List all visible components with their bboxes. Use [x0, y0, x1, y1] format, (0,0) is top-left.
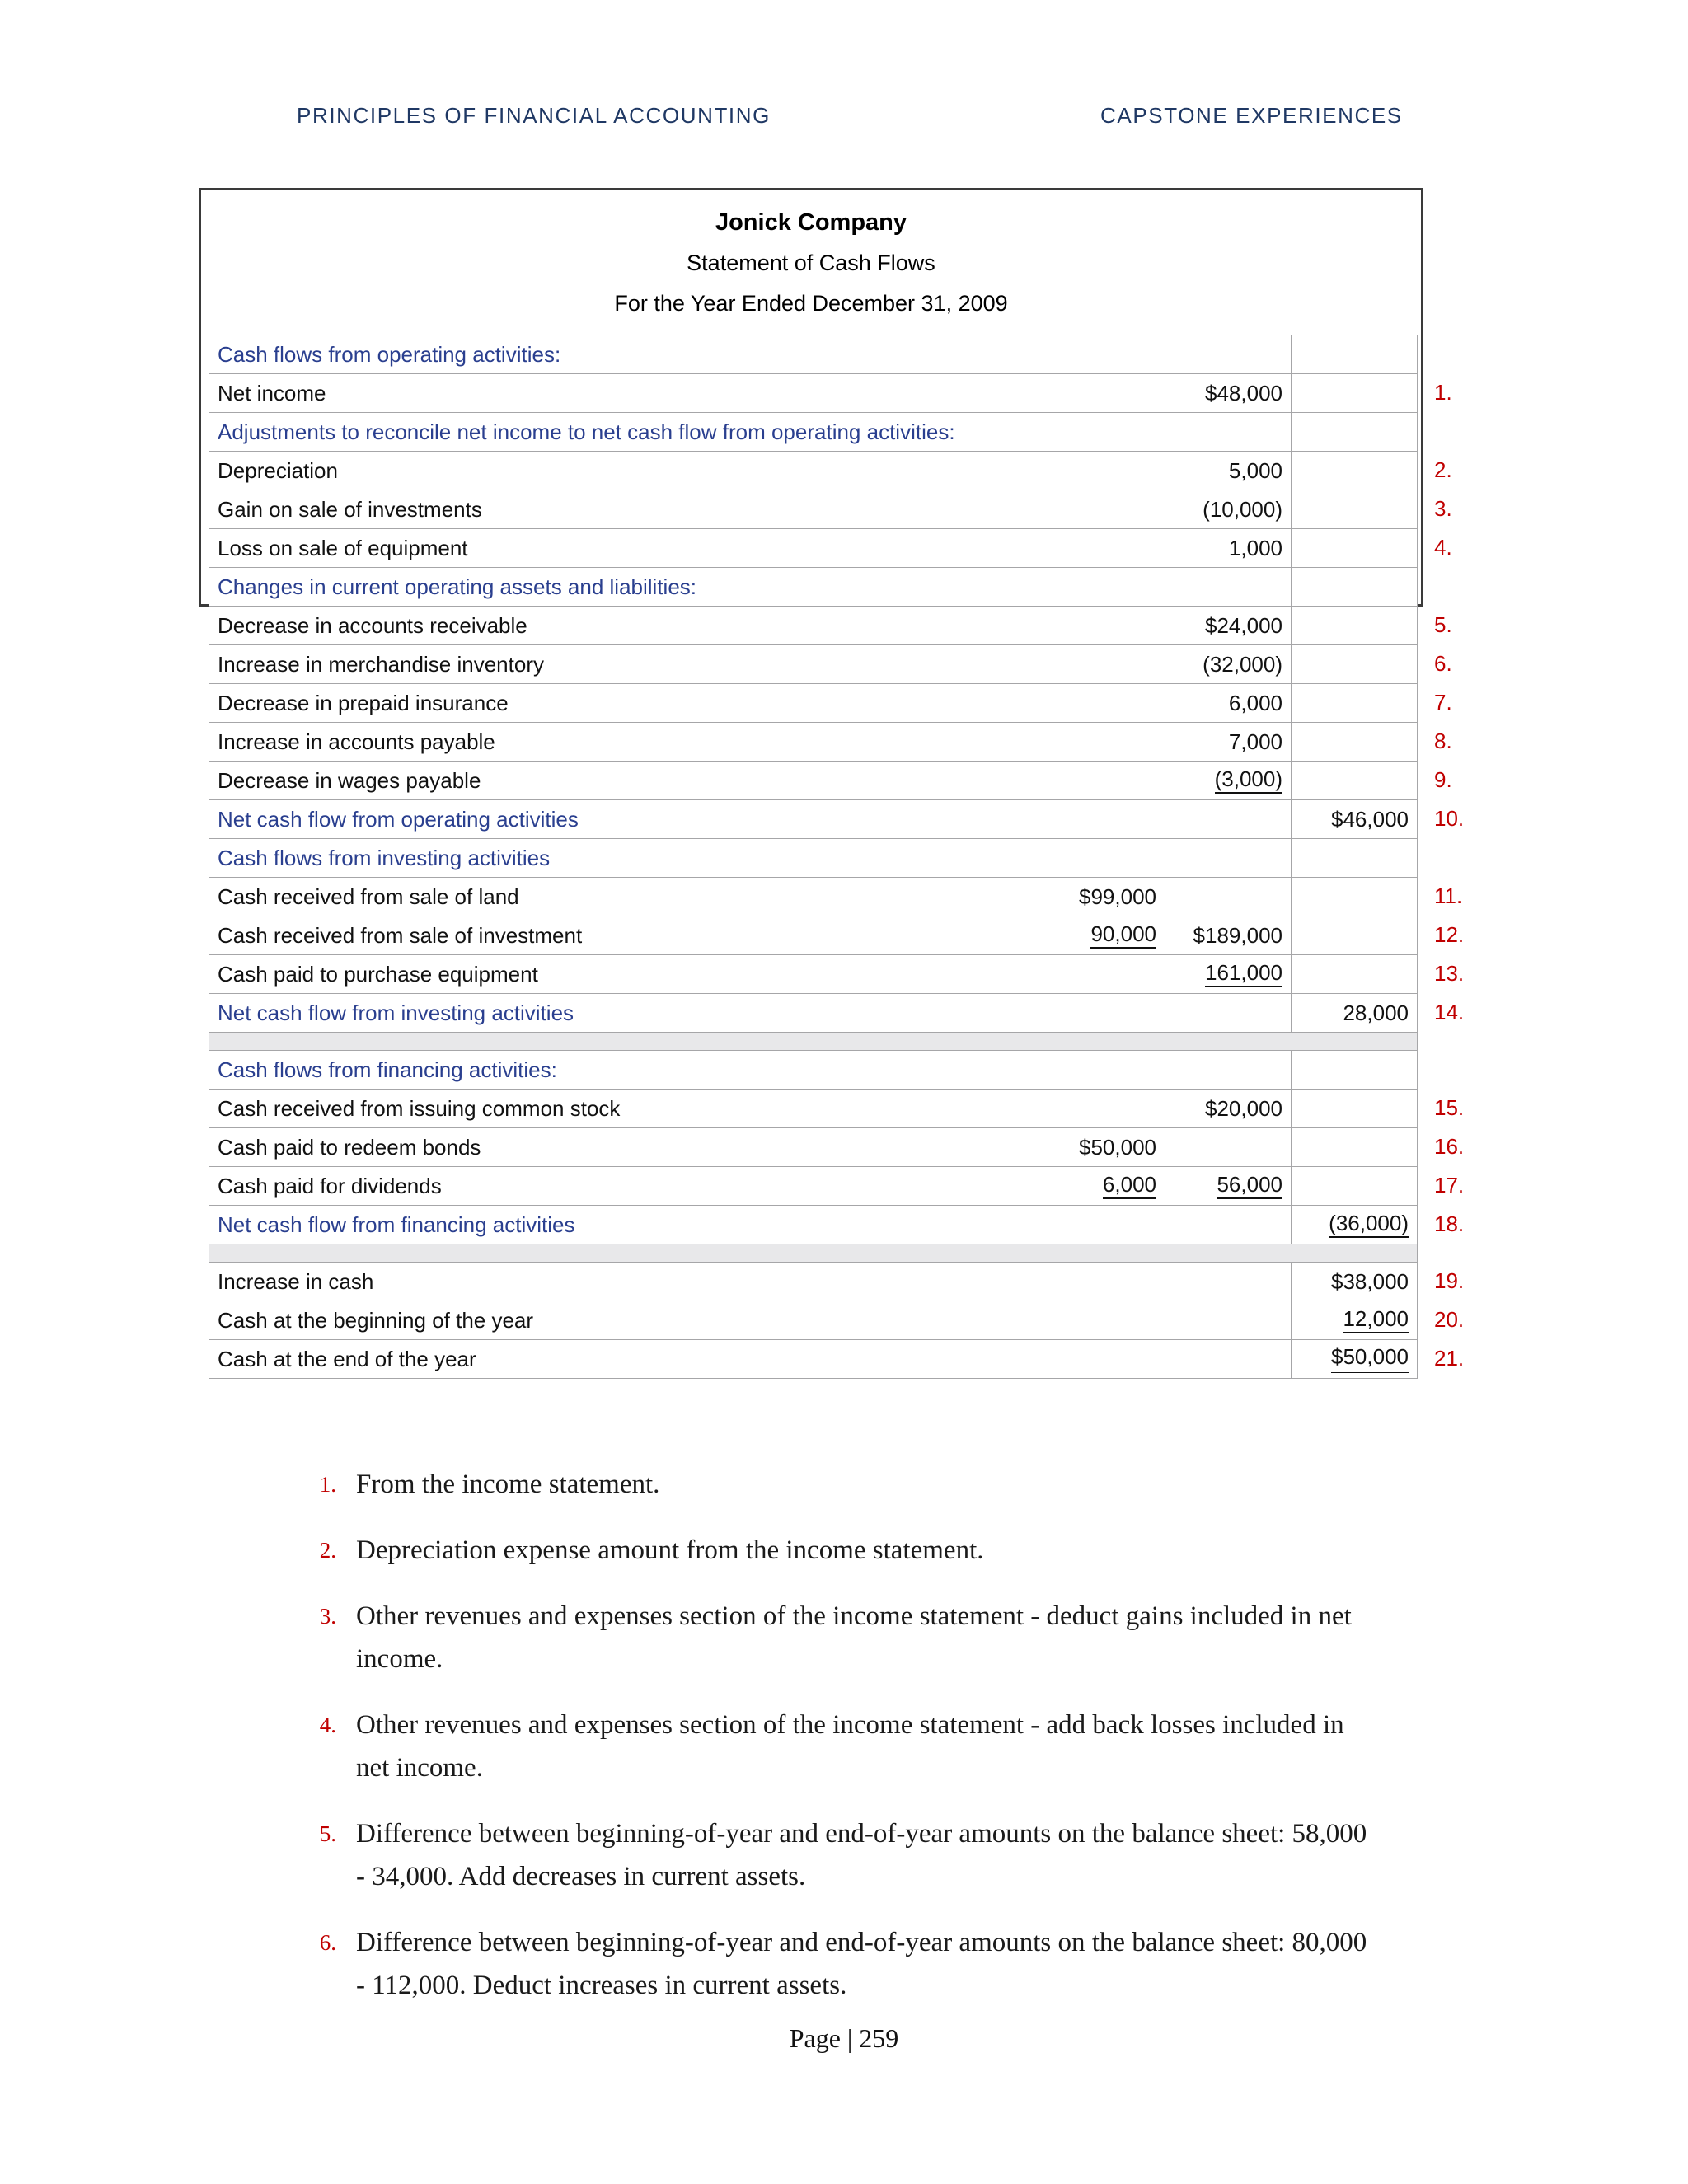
reference-number-empty	[1434, 1050, 1533, 1089]
row-value-col2	[1165, 1051, 1292, 1090]
reference-number: 1.	[1434, 380, 1452, 405]
row-label: Cash received from sale of investment	[209, 916, 1039, 955]
row-label: Increase in cash	[209, 1263, 1039, 1301]
row-value-col1	[1039, 645, 1165, 684]
row-value-col2: (10,000)	[1165, 490, 1292, 529]
reference-number	[1434, 1032, 1533, 1050]
reference-number: 9.	[1434, 767, 1452, 792]
row-value-col2: 6,000	[1165, 684, 1292, 723]
reference-number: 17.	[1434, 1173, 1465, 1197]
row-value-col3	[1292, 645, 1418, 684]
reference-number: 21.	[1434, 1346, 1465, 1371]
table-row	[209, 645, 1418, 684]
spacer-cell	[209, 1033, 1418, 1051]
table-spacer-row	[209, 1033, 1418, 1051]
row-value-col2: (32,000)	[1165, 645, 1292, 684]
reference-number: 16.	[1434, 1134, 1465, 1159]
row-value-col2	[1165, 994, 1292, 1033]
row-value-col2	[1165, 1263, 1292, 1301]
row-value-col3	[1292, 1128, 1418, 1167]
note-number: 4.	[319, 1713, 336, 1737]
running-head-left: PRINCIPLES OF FINANCIAL ACCOUNTING	[297, 103, 771, 128]
row-label: Increase in accounts payable	[209, 723, 1039, 762]
row-label: Net cash flow from investing activities	[209, 994, 1039, 1033]
note-text: From the income statement.	[356, 1469, 660, 1499]
reference-number-empty	[1434, 838, 1533, 877]
company-name: Jonick Company	[715, 209, 907, 236]
table-spacer-row	[209, 1244, 1418, 1263]
row-value-col1	[1039, 762, 1165, 800]
row-value-col2: 161,000	[1165, 955, 1292, 994]
note-text: Other revenues and expenses section of the income statement - deduct gains included in net income.	[356, 1601, 1352, 1674]
row-value-col3: $46,000	[1292, 800, 1418, 839]
row-label: Decrease in accounts receivable	[209, 607, 1039, 645]
row-value-col1	[1039, 335, 1165, 374]
table-row	[209, 413, 1418, 452]
row-value-col2: 7,000	[1165, 723, 1292, 762]
row-label: Cash flows from financing activities:	[209, 1051, 1039, 1090]
reference-number: 7.	[1434, 690, 1452, 715]
table-row	[209, 1340, 1418, 1379]
row-label: Cash at the end of the year	[209, 1340, 1039, 1379]
row-value-col1	[1039, 452, 1165, 490]
row-value-col1: $50,000	[1039, 1128, 1165, 1167]
row-value-col2	[1165, 878, 1292, 916]
note-number: 1.	[319, 1472, 336, 1497]
table-row	[209, 452, 1418, 490]
row-value-col1	[1039, 413, 1165, 452]
reference-number-empty	[1434, 567, 1533, 606]
table-row	[209, 568, 1418, 607]
table-row	[209, 1090, 1418, 1128]
row-value-col2	[1165, 1301, 1292, 1340]
row-value-col1	[1039, 1263, 1165, 1301]
statement-title: Statement of Cash Flows	[687, 251, 935, 275]
reference-number-empty	[1434, 335, 1533, 373]
row-value-col3	[1292, 413, 1418, 452]
note-text: Difference between beginning-of-year and end-of-year amounts on the balance sheet: 58,000 - 34,000. Add decreases in current assets.	[356, 1819, 1367, 1891]
running-head	[0, 103, 1688, 136]
row-value-col1: 90,000	[1039, 916, 1165, 955]
table-row	[209, 762, 1418, 800]
row-label: Decrease in prepaid insurance	[209, 684, 1039, 723]
reference-number: 4.	[1434, 535, 1452, 560]
table-row	[209, 723, 1418, 762]
reference-number-empty	[1434, 412, 1533, 451]
row-label: Net cash flow from operating activities	[209, 800, 1039, 839]
table-row	[209, 994, 1418, 1033]
note-item	[290, 1812, 1378, 1898]
row-label: Changes in current operating assets and liabilities:	[209, 568, 1039, 607]
reference-number: 2.	[1434, 457, 1452, 482]
row-value-col1	[1039, 490, 1165, 529]
spacer-cell	[209, 1244, 1418, 1263]
running-head-right: CAPSTONE EXPERIENCES	[1100, 103, 1403, 128]
row-value-col3	[1292, 529, 1418, 568]
note-text: Other revenues and expenses section of the income statement - add back losses included in net income.	[356, 1710, 1344, 1783]
table-row	[209, 955, 1418, 994]
row-value-col1: $99,000	[1039, 878, 1165, 916]
row-value-col2: 56,000	[1165, 1167, 1292, 1206]
row-value-col2: $48,000	[1165, 374, 1292, 413]
row-label: Net cash flow from financing activities	[209, 1206, 1039, 1244]
row-label: Depreciation	[209, 452, 1039, 490]
row-value-col3	[1292, 1051, 1418, 1090]
row-value-col2	[1165, 413, 1292, 452]
row-value-col2: 5,000	[1165, 452, 1292, 490]
row-value-col3: $38,000	[1292, 1263, 1418, 1301]
table-row	[209, 800, 1418, 839]
row-value-col1	[1039, 1206, 1165, 1244]
note-number: 3.	[319, 1604, 336, 1629]
reference-number: 8.	[1434, 729, 1452, 753]
row-value-col2: $24,000	[1165, 607, 1292, 645]
reference-number: 11.	[1434, 883, 1463, 908]
row-value-col1: 6,000	[1039, 1167, 1165, 1206]
row-value-col3	[1292, 490, 1418, 529]
table-row	[209, 335, 1418, 374]
row-value-col1	[1039, 1051, 1165, 1090]
note-item	[290, 1704, 1378, 1789]
row-value-col1	[1039, 800, 1165, 839]
note-text: Depreciation expense amount from the income statement.	[356, 1535, 984, 1565]
row-value-col2: (3,000)	[1165, 762, 1292, 800]
table-row	[209, 607, 1418, 645]
row-value-col3	[1292, 568, 1418, 607]
row-label: Increase in merchandise inventory	[209, 645, 1039, 684]
reference-number: 10.	[1434, 806, 1465, 831]
row-value-col2: $20,000	[1165, 1090, 1292, 1128]
row-value-col3: 12,000	[1292, 1301, 1418, 1340]
row-value-col3	[1292, 955, 1418, 994]
row-value-col3: (36,000)	[1292, 1206, 1418, 1244]
note-item	[290, 1529, 1378, 1572]
table-row	[209, 1301, 1418, 1340]
row-value-col3	[1292, 762, 1418, 800]
table-row	[209, 916, 1418, 955]
cash-flow-table	[209, 335, 1418, 1379]
row-value-col3	[1292, 916, 1418, 955]
row-value-col3	[1292, 1167, 1418, 1206]
row-value-col1	[1039, 607, 1165, 645]
row-value-col3	[1292, 374, 1418, 413]
row-value-col1	[1039, 839, 1165, 878]
row-label: Cash received from sale of land	[209, 878, 1039, 916]
row-value-col2: $189,000	[1165, 916, 1292, 955]
reference-number: 13.	[1434, 961, 1465, 986]
note-item	[290, 1921, 1378, 2007]
table-row	[209, 684, 1418, 723]
row-label: Cash paid to redeem bonds	[209, 1128, 1039, 1167]
row-label: Loss on sale of equipment	[209, 529, 1039, 568]
statement-period: For the Year Ended December 31, 2009	[614, 291, 1008, 316]
row-label: Adjustments to reconcile net income to net cash flow from operating activities:	[209, 413, 1039, 452]
row-value-col2	[1165, 1340, 1292, 1379]
note-number: 2.	[319, 1538, 336, 1563]
row-value-col3	[1292, 1090, 1418, 1128]
row-label: Gain on sale of investments	[209, 490, 1039, 529]
table-row	[209, 1051, 1418, 1090]
row-value-col1	[1039, 723, 1165, 762]
reference-number: 20.	[1434, 1307, 1465, 1332]
table-row	[209, 1263, 1418, 1301]
row-label: Cash flows from investing activities	[209, 839, 1039, 878]
row-value-col3	[1292, 607, 1418, 645]
row-value-col3: $50,000	[1292, 1340, 1418, 1379]
row-value-col3: 28,000	[1292, 994, 1418, 1033]
note-text: Difference between beginning-of-year and end-of-year amounts on the balance sheet: 80,000 - 112,000. Deduct increases in current assets.	[356, 1928, 1367, 2000]
reference-number: 18.	[1434, 1212, 1465, 1236]
row-value-col3	[1292, 839, 1418, 878]
row-value-col1	[1039, 684, 1165, 723]
row-label: Cash received from issuing common stock	[209, 1090, 1039, 1128]
reference-number: 12.	[1434, 922, 1465, 947]
table-row	[209, 1128, 1418, 1167]
reference-number: 15.	[1434, 1095, 1465, 1120]
table-row	[209, 374, 1418, 413]
reference-number: 19.	[1434, 1268, 1465, 1293]
row-value-col1	[1039, 1301, 1165, 1340]
row-value-col3	[1292, 723, 1418, 762]
note-item	[290, 1595, 1378, 1680]
reference-number: 14.	[1434, 1000, 1465, 1024]
row-value-col1	[1039, 955, 1165, 994]
table-row	[209, 529, 1418, 568]
row-label: Cash at the beginning of the year	[209, 1301, 1039, 1340]
row-label: Decrease in wages payable	[209, 762, 1039, 800]
row-value-col1	[1039, 529, 1165, 568]
reference-number: 6.	[1434, 651, 1452, 676]
row-value-col1	[1039, 374, 1165, 413]
row-label: Cash paid for dividends	[209, 1167, 1039, 1206]
row-value-col1	[1039, 568, 1165, 607]
row-value-col3	[1292, 684, 1418, 723]
row-label: Cash paid to purchase equipment	[209, 955, 1039, 994]
note-number: 6.	[319, 1930, 336, 1955]
table-row	[209, 839, 1418, 878]
row-value-col2	[1165, 800, 1292, 839]
row-label: Net income	[209, 374, 1039, 413]
row-value-col3	[1292, 452, 1418, 490]
table-row	[209, 878, 1418, 916]
reference-number-column	[1434, 335, 1533, 1378]
row-value-col2: 1,000	[1165, 529, 1292, 568]
reference-number	[1434, 1244, 1533, 1262]
table-row	[209, 490, 1418, 529]
table-row	[209, 1167, 1418, 1206]
note-item	[290, 1463, 1378, 1506]
row-value-col3	[1292, 335, 1418, 374]
row-value-col1	[1039, 1090, 1165, 1128]
table-row	[209, 1206, 1418, 1244]
notes-list	[290, 1463, 1378, 2030]
reference-number: 3.	[1434, 496, 1452, 521]
row-value-col1	[1039, 994, 1165, 1033]
row-value-col2	[1165, 1128, 1292, 1167]
note-number: 5.	[319, 1821, 336, 1846]
row-label: Cash flows from operating activities:	[209, 335, 1039, 374]
page-footer: Page | 259	[789, 2023, 899, 2053]
row-value-col1	[1039, 1340, 1165, 1379]
row-value-col2	[1165, 335, 1292, 374]
statement-title-block	[201, 190, 1421, 324]
row-value-col2	[1165, 1206, 1292, 1244]
row-value-col2	[1165, 568, 1292, 607]
row-value-col2	[1165, 839, 1292, 878]
row-value-col3	[1292, 878, 1418, 916]
reference-number: 5.	[1434, 612, 1452, 637]
